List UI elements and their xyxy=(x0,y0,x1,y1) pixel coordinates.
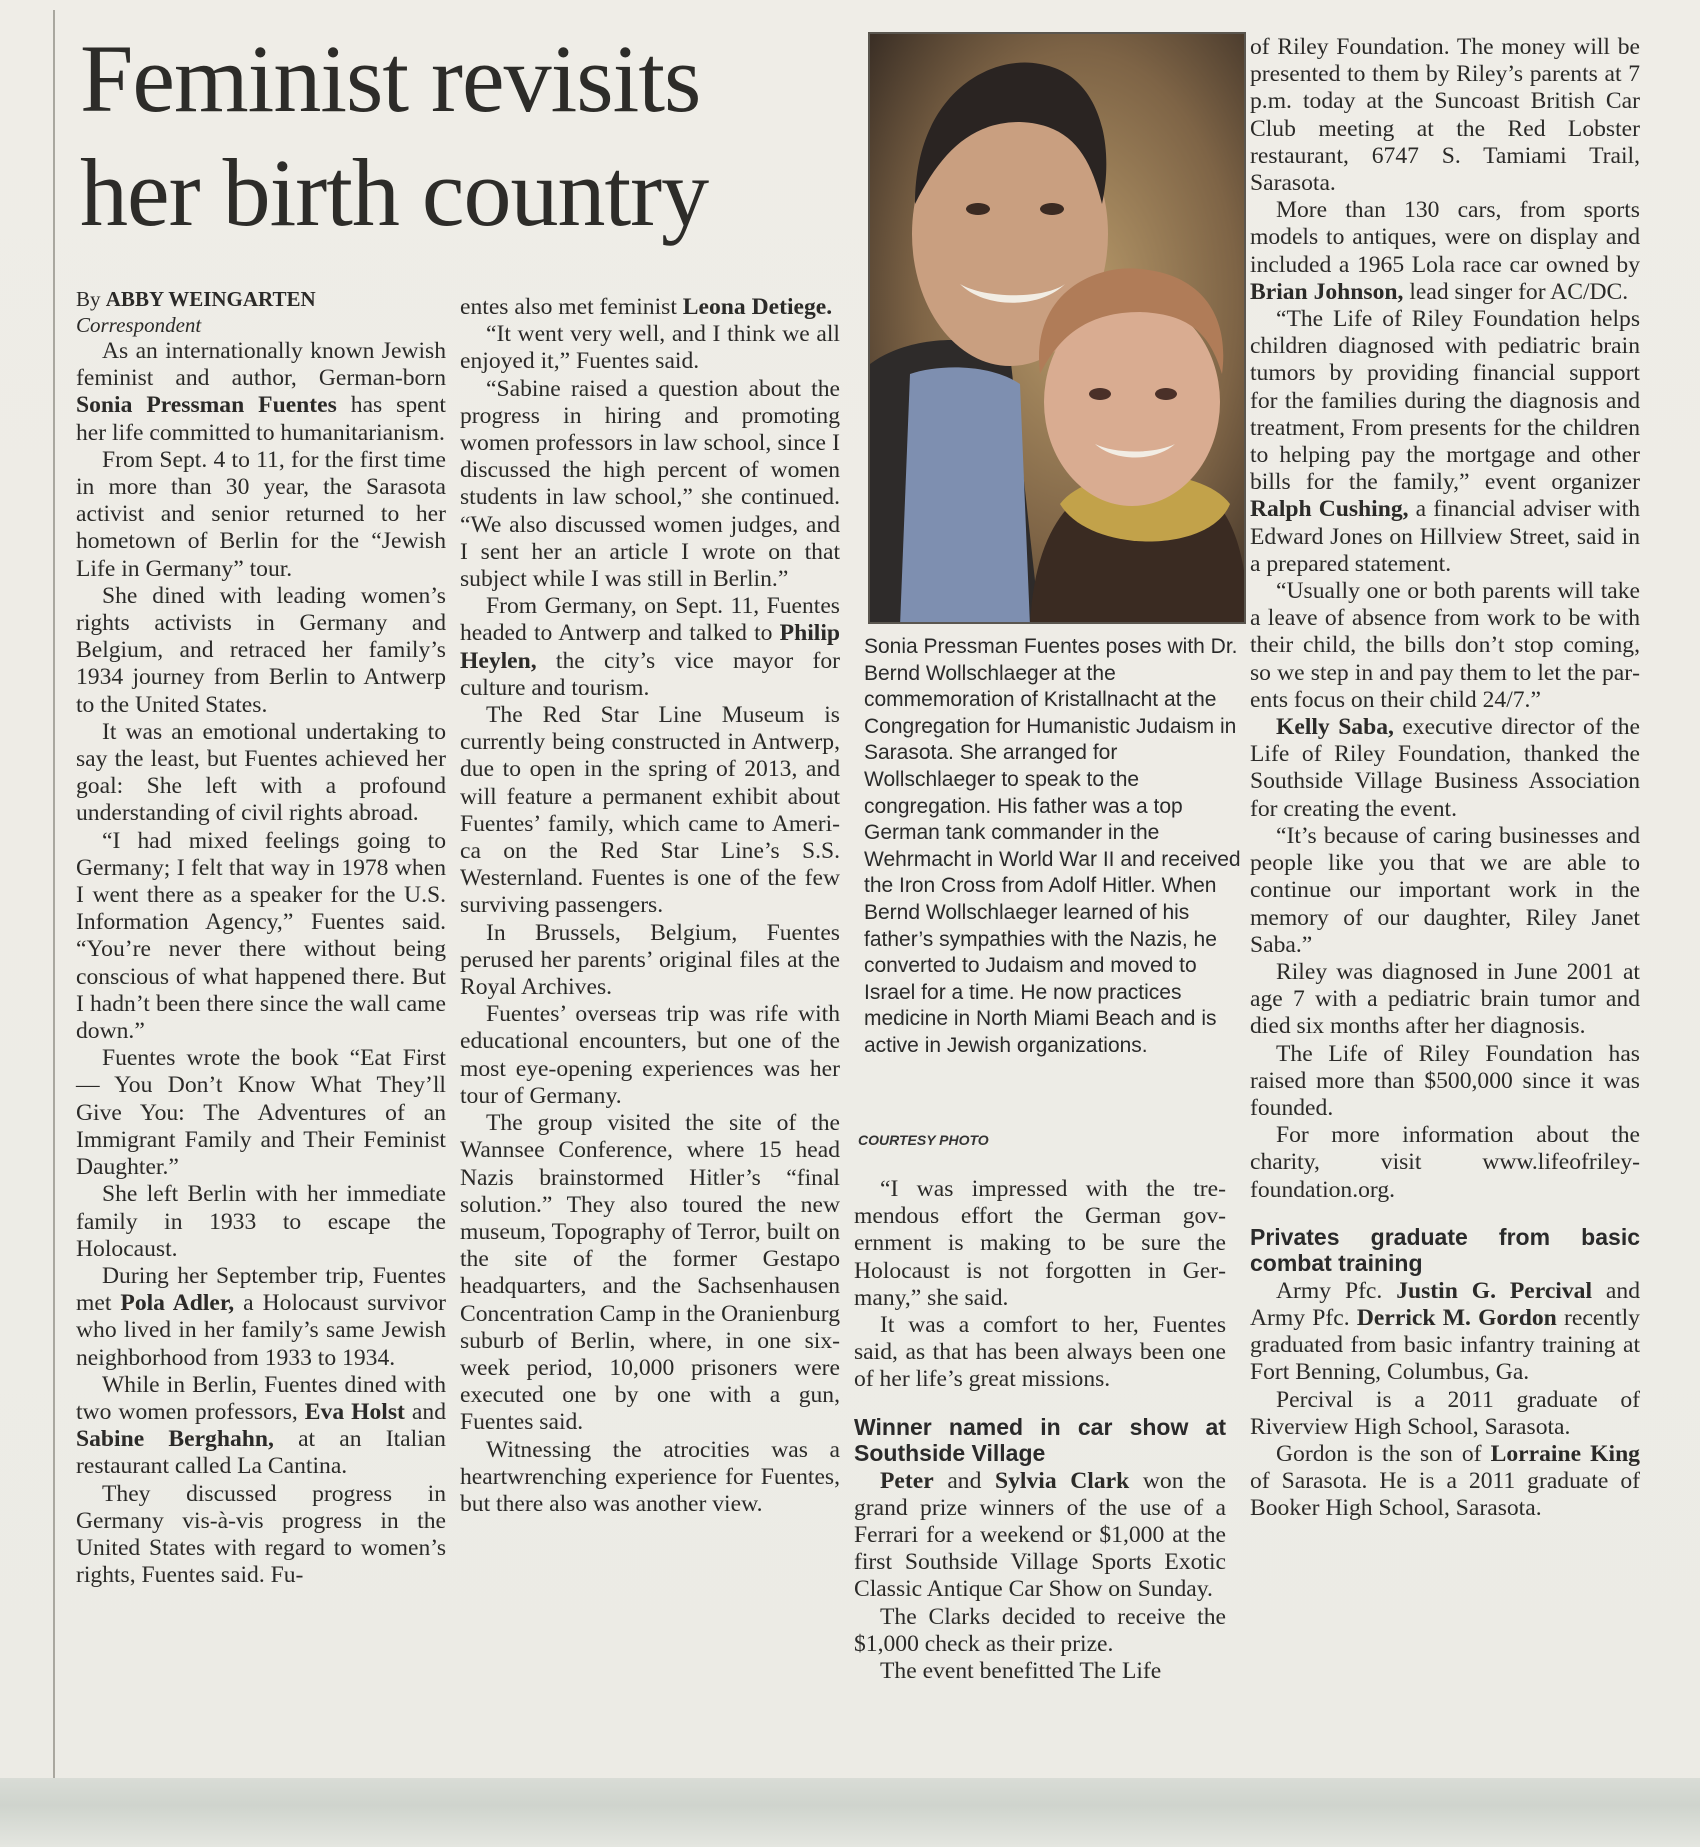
article-column-4 xyxy=(1250,34,1640,1523)
paragraph: More than 130 cars, from sports models to antiques, were on display and included a 1965 Lola race car owned by Brian Johnson, lead singer for AC/DC. xyxy=(1250,197,1640,305)
paragraph: Fuentes wrote the book “Eat First — You Don’t Know What They’ll Give You: The Adventures of an Immigrant Family and Their Feminist Daughter.” xyxy=(76,1045,446,1181)
paragraph: As an internationally known Jewish feminist and author, German-born Sonia Pressman Fuentes has spent her life committed to humanitarianism. xyxy=(76,338,446,446)
paragraph: The group visited the site of the Wannsee Conference, where 15 head Nazis brainstormed Hitler’s “final solution.” They also toured the new museum, Topography of Terror, built on the site of the former Gestapo headquarters, and the Sachsenhausen Concentration Camp in the Oranienburg suburb of Berlin, where, in one six-week period, 10,000 prisoners were executed one by one with a gun, Fuentes said. xyxy=(460,1110,840,1436)
paragraph: Army Pfc. Justin G. Percival and Army Pfc. Derrick M. Gordon recently graduated from basic infantry training at Fort Benning, Columbus, Ga. xyxy=(1250,1277,1640,1386)
paragraph: “It’s because of caring businesses and people like you that we are able to continue our important work in the memory of our daughter, Riley Janet Saba.” xyxy=(1250,822,1640,958)
paragraph: It was an emotional undertaking to say the least, but Fuentes achieved her goal: She left with a profound understanding of civil rights abroad. xyxy=(76,718,446,827)
paragraph: Kelly Saba, executive director of the Life of Riley Foundation, thanked the Southside Village Business Association for creating the event. xyxy=(1250,714,1640,822)
paragraph: “Usually one or both parents will take a leave of absence from work to be with their child, the bills don’t stop coming, so we step in and pay them to let the parents focus on their child 24/7.” xyxy=(1250,578,1640,713)
article-column-1 xyxy=(76,286,446,1589)
article-column-3 xyxy=(854,1176,1226,1685)
photo-caption: Sonia Pressman Fuentes poses with Dr. Bernd Wollschlaeger at the commemoration of Kristallnacht at the Congregation for Humanistic Judaism in Sarasota. She arranged for Wollschlaeger to speak to the congregation. His father was a top German tank commander in the Wehrmacht in World War II and received the Iron Cross from Adolf Hitler. When Bernd Wollschlaeger learned of his father’s sympathies with the Nazis, he converted to Judaism and moved to Israel for a time. He now practices medicine in North Miami Beach and is active in Jewish organizations. xyxy=(864,635,1241,1057)
article-column-2 xyxy=(460,294,840,1518)
paragraph: “I was impressed with the tremendous effort the German government is making to be sure the Holocaust is not forgotten in Germany,” she said. xyxy=(854,1176,1226,1311)
paragraph: “Sabine raised a question about the progress in hiring and promoting women professors in law school, since I discussed the high percent of women students in law school,” she continued. “We also discussed women judges, and I sent her an article I wrote on that subject while I was still in Berlin.” xyxy=(460,375,840,593)
subhead: Winner named in car show at Southside Village xyxy=(854,1413,1226,1466)
photo-image xyxy=(870,34,1246,624)
paragraph: entes also met feminist Leona Detiege. xyxy=(460,294,833,320)
paragraph: She dined with leading women’s rights activists in Germany and Belgium, and retraced her family’s 1934 journey from Berlin to Antwerp to the United States. xyxy=(76,582,446,718)
byline-role: Correspondent xyxy=(76,313,202,337)
paragraph: “I had mixed feelings going to Germany; I felt that way in 1978 when I went there as a speaker for the U.S. Information Agency,” Fuentes said. “You’re never there without being conscious of what happened there. But I hadn’t been there since the wall came down.” xyxy=(76,827,446,1045)
paragraph: “It went very well, and I think we all enjoyed it,” Fuentes said. xyxy=(460,321,840,375)
photo-credit: COURTESY PHOTO xyxy=(858,1132,989,1148)
paragraph: It was a comfort to her, Fuentes said, as that has been always been one of her life’s great missions. xyxy=(854,1312,1226,1393)
photo xyxy=(868,32,1246,624)
paragraph: “The Life of Riley Foundation helps children diagnosed with pediatric brain tumors by providing financial support for the families during the diagnosis and treatment, From presents for the children to helping pay the mortgage and other bills for the family,” event organizer Ralph Cushing, a financial adviser with Edward Jones on Hillview Street, said in a prepared statement. xyxy=(1250,306,1640,577)
paragraph: The Life of Riley Foundation has raised more than $500,000 since it was founded. xyxy=(1250,1040,1640,1121)
page-fold xyxy=(0,1778,1700,1847)
column-rule xyxy=(53,10,55,1790)
paragraph: For more information about the charity, visit www.lifeofrileyfoundation.org. xyxy=(1250,1122,1640,1203)
paragraph: In Brussels, Belgium, Fuentes perused her parents’ original files at the Royal Archives. xyxy=(460,919,840,1001)
paragraph: Riley was diagnosed in June 2001 at age 7 with a pediatric brain tumor and died six months after her diagnosis. xyxy=(1250,958,1640,1040)
paragraph: She left Berlin with her immediate family in 1933 to escape the Holocaust. xyxy=(76,1181,446,1262)
paragraph: While in Berlin, Fuentes dined with two women professors, Eva Holst and Sabine Berghahn, at an Italian restaurant called La Cantina. xyxy=(76,1371,446,1480)
paragraph: Gordon is the son of Lorraine King of Sarasota. He is a 2011 graduate of Booker High School, Sarasota. xyxy=(1250,1440,1640,1522)
paragraph: During her September trip, Fuentes met Pola Adler, a Holocaust survivor who lived in her family’s same Jewish neighborhood from 1933 to 1934. xyxy=(76,1262,446,1371)
paragraph: Percival is a 2011 graduate of Riverview High School, Sarasota. xyxy=(1250,1386,1640,1440)
paragraph: The event benefitted The Life xyxy=(880,1658,1162,1685)
paragraph: Peter and Sylvia Clark won the grand prize winners of the use of a Ferrari for a weekend or $1,000 at the first Southside Village Sports Exotic Classic Antique Car Show on Sunday. xyxy=(854,1467,1226,1603)
paragraph: Witnessing the atrocities was a heartwrenching experience for Fuentes, but there also was another view. xyxy=(460,1436,840,1517)
byline-name: ABBY WEINGARTEN xyxy=(105,287,316,311)
paragraph: The Red Star Line Museum is currently being constructed in Antwerp, due to open in the spring of 2013, and will feature a permanent exhibit about Fuentes’ family, which came to America on the Red Star Line’s S.S. Westernland. Fuentes is one of the few surviving passengers. xyxy=(460,702,840,919)
paragraph: They discussed progress in Germany vis-à-vis progress in the United States with regard to women’s rights, Fuentes said. Fu- xyxy=(76,1480,446,1589)
headline: Feminist revisits her birth country xyxy=(80,25,709,246)
byline: By ABBY WEINGARTEN xyxy=(76,287,316,311)
paragraph: Fuentes’ overseas trip was rife with educational encounters, but one of the most eye-opening experiences was her tour of Germany. xyxy=(460,1001,840,1109)
paragraph: of Riley Foundation. The money will be presented to them by Riley’s parents at 7 p.m. today at the Suncoast British Car Club meeting at the Red Lobster restaurant, 6747 S. Tamiami Trail, Sarasota. xyxy=(1250,34,1640,197)
subhead: Privates graduate from basic combat training xyxy=(1250,1223,1640,1276)
paragraph: From Germany, on Sept. 11, Fuentes headed to Antwerp and talked to Philip Heylen, the city’s vice mayor for culture and tourism. xyxy=(460,593,840,701)
paragraph: From Sept. 4 to 11, for the first time in more than 30 year, the Sarasota activist and senior returned to her hometown of Berlin for the “Jewish Life in Germany” tour. xyxy=(76,446,446,582)
paragraph: The Clarks decided to receive the $1,000 check as their prize. xyxy=(854,1603,1226,1657)
